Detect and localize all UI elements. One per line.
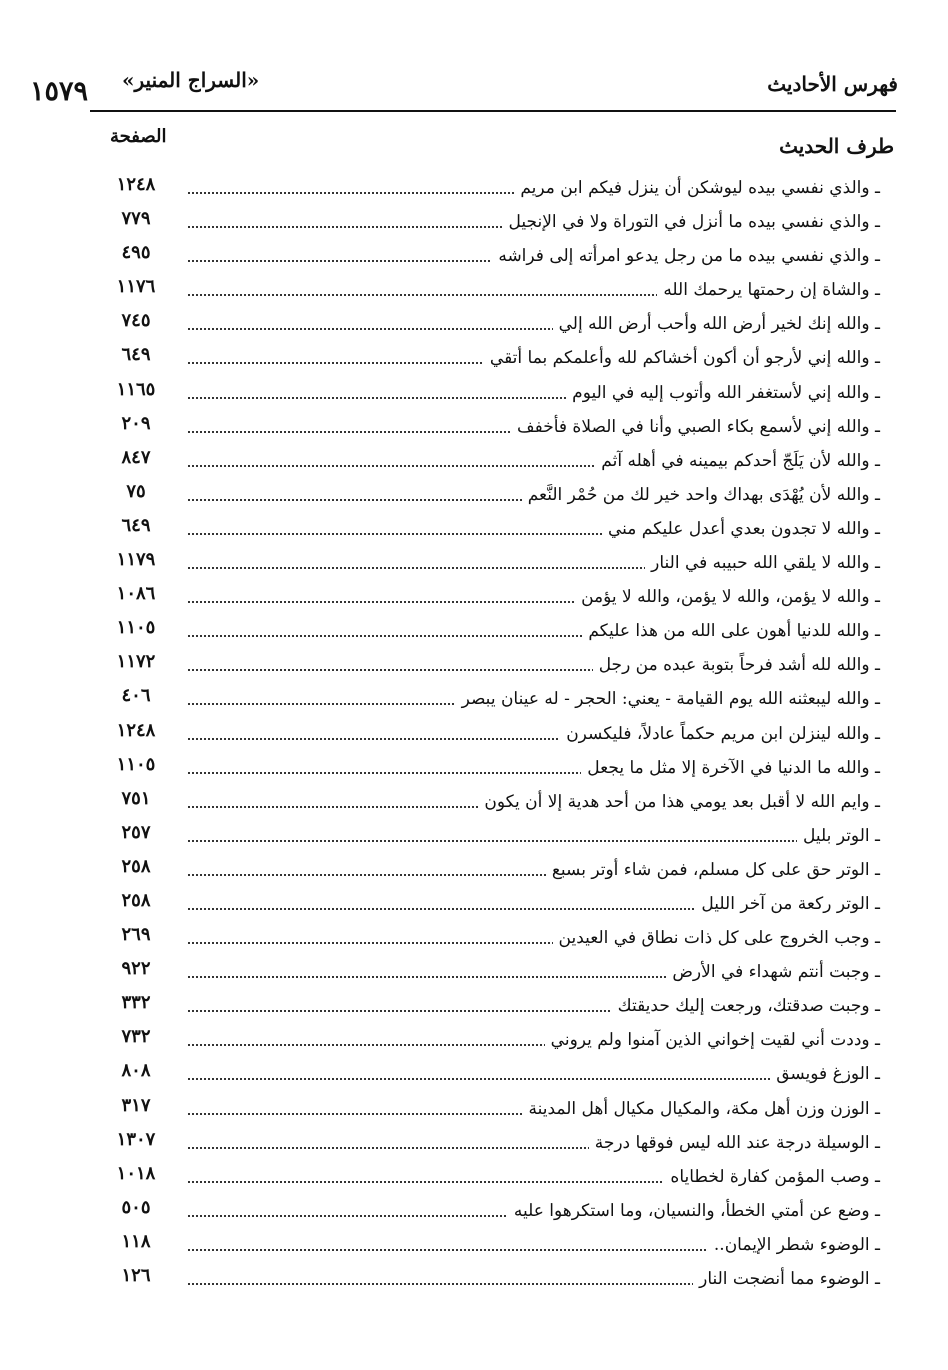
hadith-text: ـ الوسيلة درجة عند الله ليس فوقها درجة [589, 1133, 880, 1153]
index-entry [100, 956, 880, 990]
hadith-text: ـ والله إني لأسمع بكاء الصبي وأنا في الصلاة فأخفف [511, 417, 880, 437]
hadith-text: ـ والله لا تجدون بعدي أعدل عليكم مني [602, 519, 880, 539]
index-entry [100, 172, 880, 206]
hadith-text: ـ والشاة إن رحمتها يرحمك الله [657, 280, 880, 300]
index-entry [100, 1195, 880, 1229]
hadith-text: ـ والذي نفسي بيده ما أنزل في التوراة ولا في الإنجيل [503, 212, 880, 232]
page-reference: ٨٤٧ [121, 446, 151, 468]
page-reference: ٨٠٨ [121, 1060, 151, 1082]
header-divider [90, 110, 896, 112]
index-entry [100, 513, 880, 547]
page-reference: ٢٦٩ [121, 924, 151, 946]
page-reference: ٤٩٥ [121, 242, 151, 264]
page-number: ١٥٧٩ [30, 76, 89, 107]
page-reference: ٧٣٢ [121, 1026, 151, 1048]
page-reference: ١٢٦ [121, 1265, 151, 1286]
page-reference: ١٣٠٧ [116, 1128, 156, 1150]
index-entry [100, 377, 880, 411]
hadith-text: ـ الوتر بليل [797, 826, 880, 846]
page-reference: ١١٧٩ [116, 549, 156, 571]
page-reference: ٢٥٨ [121, 889, 151, 911]
page-reference: ٢٥٧ [121, 821, 151, 843]
hadith-text: ـ والله للدنيا أهون على الله من هذا عليكم [582, 621, 880, 641]
index-entry [100, 1127, 880, 1161]
index-entry [100, 274, 880, 308]
hadith-text: ـ الوتر حق على كل مسلم، فمن شاء أوتر بسبع [546, 860, 880, 880]
index-entry [100, 752, 880, 786]
page-reference: ٥٠٥ [121, 1196, 151, 1218]
index-entry [100, 649, 880, 683]
hadith-text: ـ والله لا يلقي الله حبيبه في النار [645, 553, 880, 573]
page-reference: ١١٧٦ [116, 276, 156, 298]
hadith-text: ـ وصب المؤمن كفارة لخطاياه [664, 1167, 880, 1187]
hadith-text: ـ والذي نفسي بيده ليوشكن أن ينزل فيكم ابن مريم [514, 178, 880, 198]
hadith-text: ـ الوزغ فويسق [770, 1064, 880, 1084]
hadith-text: ـ وايم الله لا أقبل بعد يومي هذا من أحد هدية إلا أن يكون [478, 792, 880, 812]
page-reference: ٣١٧ [121, 1094, 151, 1116]
index-entry [100, 1024, 880, 1058]
index-entry [100, 1093, 880, 1127]
hadith-text: ـ والله لله أشد فرحاً بتوبة عبده من رجل [593, 655, 880, 675]
page-reference: ٦٤٩ [121, 344, 151, 366]
index-entry [100, 1229, 880, 1263]
index-entry [100, 888, 880, 922]
hadith-text: ـ والله لأن يَلَجّ أحدكم بيمينه في أهله آثم [595, 451, 880, 471]
page-reference: ٧٧٩ [121, 208, 151, 230]
index-entry [100, 1058, 880, 1092]
index-entry [100, 206, 880, 240]
hadith-text: ـ والله ليبعثنه الله يوم القيامة - يعني: الحجر - له عينان يبصر [456, 689, 880, 709]
page-reference: ٧٥١ [121, 787, 151, 809]
index-entry [100, 990, 880, 1024]
hadith-text: ـ والذي نفسي بيده ما من رجل يدعو امرأته إلى فراشه [492, 246, 880, 266]
page-reference: ١١٦٥ [116, 378, 156, 400]
index-entry [100, 718, 880, 752]
index-entry [100, 342, 880, 376]
page-reference: ١٠٨٦ [116, 583, 156, 605]
hadith-text: ـ الوزن وزن أهل مكة، والمكيال مكيال أهل المدينة [523, 1099, 881, 1119]
index-entry [100, 1263, 880, 1297]
index-entry [100, 615, 880, 649]
hadith-text: ـ الوتر ركعة من آخر الليل [695, 894, 880, 914]
hadith-text: ـ وجب الخروج على كل ذات نطاق في العيدين [553, 928, 880, 948]
hadith-column-header: طرف الحديث [779, 134, 894, 158]
index-entry [100, 683, 880, 717]
index-entry [100, 240, 880, 274]
hadith-text: ـ والله لينزلن ابن مريم حكماً عادلاً، فليكسرن [560, 724, 880, 744]
hadith-text: ـ والله إني لأستغفر الله وأتوب إليه في اليوم [566, 383, 880, 403]
hadith-text: ـ والله لا يؤمن، والله لا يؤمن، والله لا يؤمن [575, 587, 880, 607]
page-reference: ١٢٤٨ [116, 174, 156, 195]
hadith-text: ـ وددت أني لقيت إخواني الذين آمنوا ولم يروني [545, 1030, 880, 1050]
page-reference: ١١٧٢ [116, 651, 156, 673]
index-title: فهرس الأحاديث [767, 72, 898, 96]
index-entry [100, 1161, 880, 1195]
page-column-header: الصفحة [110, 126, 167, 147]
column-headers [100, 124, 894, 160]
index-entry [100, 547, 880, 581]
index-entry [100, 445, 880, 479]
book-title: «السراج المنير» [122, 68, 260, 92]
page-reference: ٢٥٨ [121, 855, 151, 877]
page-reference: ٧٤٥ [121, 310, 151, 332]
hadith-text: ـ الوضوء مما أنضجت النار [693, 1269, 880, 1289]
page-reference: ٦٤٩ [121, 514, 151, 536]
hadith-text: ـ وجبت أنتم شهداء في الأرض [666, 962, 880, 982]
dot-leader [188, 840, 874, 842]
hadith-text: ـ الوضوء شطر الإيمان.. [708, 1235, 880, 1255]
page-reference: ١١٠٥ [116, 617, 156, 639]
index-entry [100, 820, 880, 854]
index-entry [100, 479, 880, 513]
page-reference: ١١٠٥ [116, 753, 156, 775]
hadith-index-list [100, 172, 880, 1297]
page-reference: ٤٠٦ [121, 685, 151, 707]
page-reference: ٩٢٢ [121, 958, 151, 980]
page-reference: ١٠١٨ [116, 1162, 156, 1184]
hadith-text: ـ والله إنك لخير أرض الله وأحب أرض الله إلي [553, 314, 880, 334]
index-entry [100, 581, 880, 615]
index-entry [100, 411, 880, 445]
index-entry [100, 786, 880, 820]
page-reference: ٧٥ [126, 480, 146, 502]
hadith-text: ـ والله لأن يُهْدَى بهداك واحد خير لك من حُمْر النَّعم [522, 485, 880, 505]
index-entry [100, 308, 880, 342]
hadith-text: ـ والله ما الدنيا في الآخرة إلا مثل ما يجعل [581, 758, 880, 778]
page-reference: ١١٨ [121, 1230, 151, 1252]
page-reference: ٢٠٩ [121, 412, 151, 434]
page-reference: ١٢٤٨ [116, 719, 156, 741]
index-entry [100, 854, 880, 888]
hadith-text: ـ وجبت صدقتك، ورجعت إليك حديقتك [612, 996, 880, 1016]
hadith-text: ـ وضع عن أمتي الخطأ، والنسيان، وما استكرهوا عليه [508, 1201, 880, 1221]
hadith-text: ـ والله إني لأرجو أن أكون أخشاكم لله وأعلمكم بما أتقي [484, 348, 880, 368]
index-entry [100, 922, 880, 956]
page-reference: ٣٣٢ [121, 992, 151, 1014]
running-header [30, 62, 898, 106]
